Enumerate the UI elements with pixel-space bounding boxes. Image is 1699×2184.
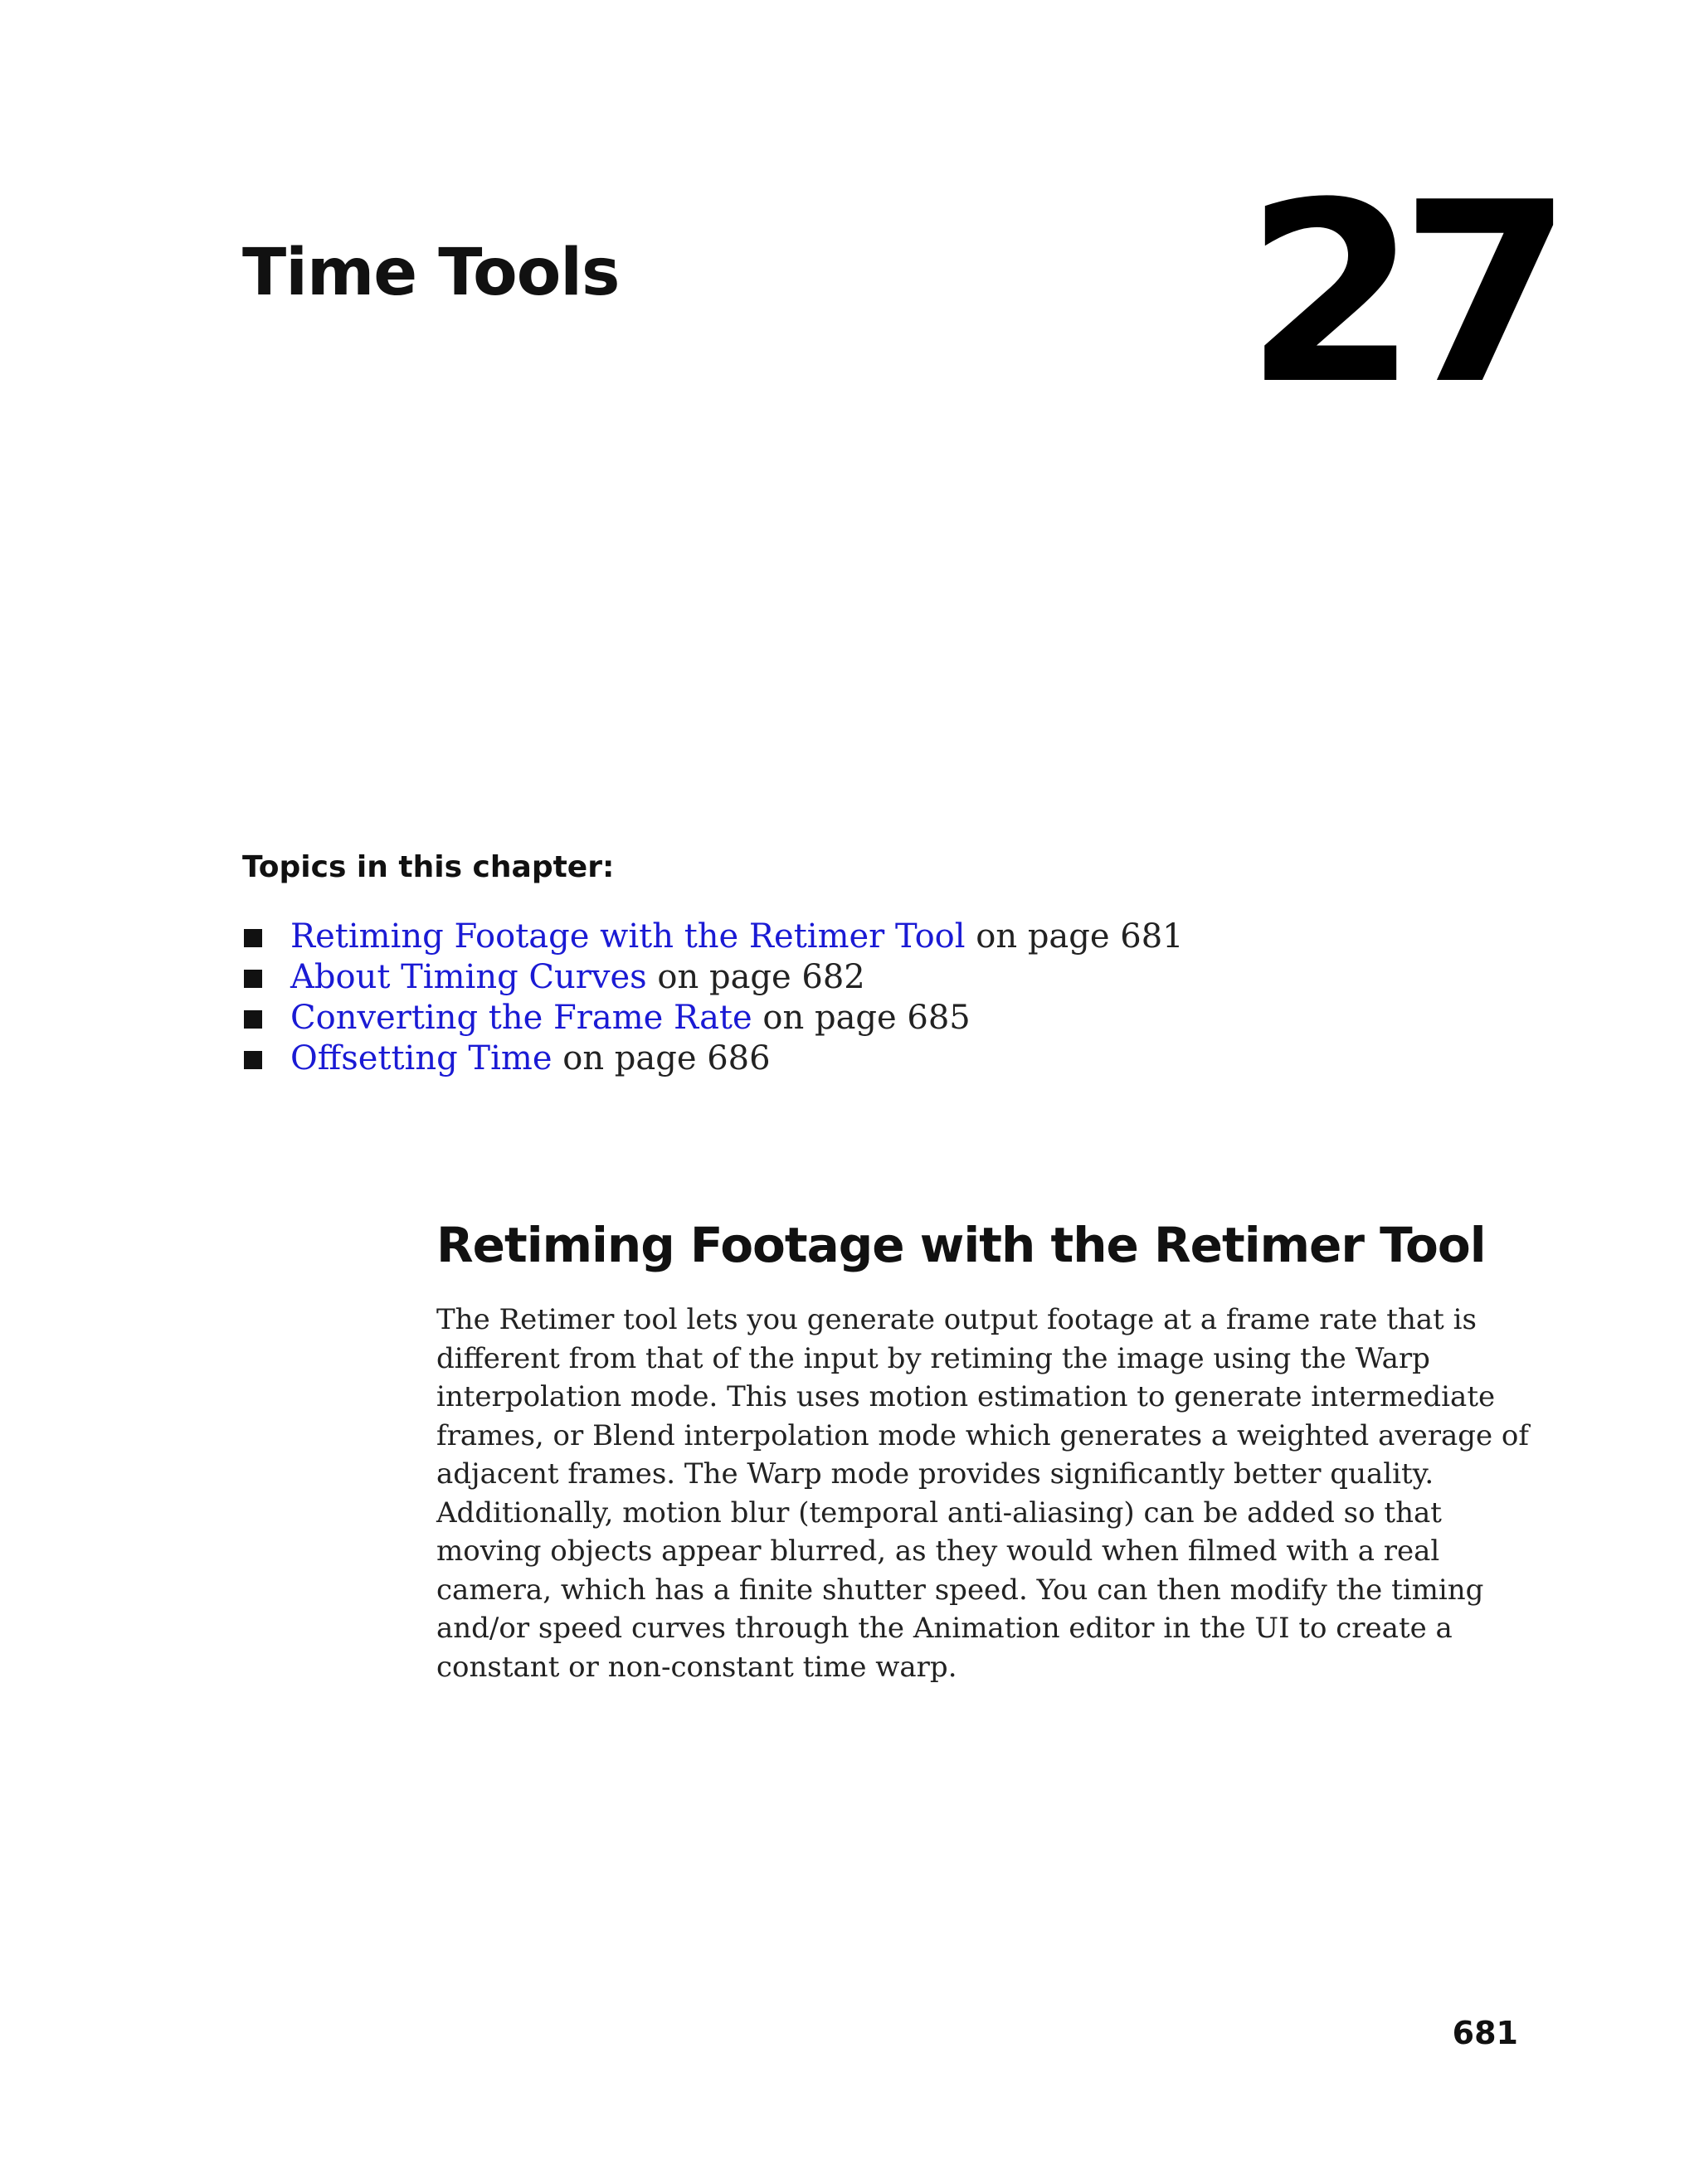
topic-link-retiming-footage[interactable]: Retiming Footage with the Retimer Tool xyxy=(290,917,966,956)
list-item xyxy=(242,957,1184,998)
topics-heading: Topics in this chapter: xyxy=(242,850,615,884)
square-bullet-icon xyxy=(244,929,262,947)
square-bullet-icon xyxy=(244,970,262,988)
topic-page-ref: on page 681 xyxy=(965,917,1184,956)
topic-page-ref: on page 682 xyxy=(646,958,865,996)
topic-link-frame-rate[interactable]: Converting the Frame Rate xyxy=(290,999,752,1037)
page-number: 681 xyxy=(1452,2015,1518,2051)
topic-page-ref: on page 686 xyxy=(552,1039,771,1077)
topic-page-ref: on page 685 xyxy=(752,999,971,1037)
section-body-paragraph: The Retimer tool lets you generate output footage at a frame rate that is different from that of the input by retiming the image using the Warp interpolation mode. This uses motion estimation to generate intermediate frames, or Blend interpolation mode which generates a weighted average of adjacent frames. The Warp mode provides significantly better quality. Additionally, motion blur (temporal anti-aliasing) can be added so that moving objects appear blurred, as they would when filmed with a real camera, which has a finite shutter speed. You can then modify the timing and/or speed curves through the Animation editor in the UI to create a constant or non-constant time warp. xyxy=(436,1303,1529,1684)
chapter-number: 27 xyxy=(1244,149,1555,439)
topics-list xyxy=(242,917,1184,1079)
list-item xyxy=(242,917,1184,957)
chapter-title: Time Tools xyxy=(242,236,620,310)
list-item xyxy=(242,998,1184,1038)
topic-link-timing-curves[interactable]: About Timing Curves xyxy=(290,958,647,996)
list-item xyxy=(242,1038,1184,1079)
square-bullet-icon xyxy=(244,1010,262,1029)
square-bullet-icon xyxy=(244,1051,262,1069)
section-title: Retiming Footage with the Retimer Tool xyxy=(436,1217,1486,1273)
topic-link-offsetting-time[interactable]: Offsetting Time xyxy=(290,1039,553,1077)
